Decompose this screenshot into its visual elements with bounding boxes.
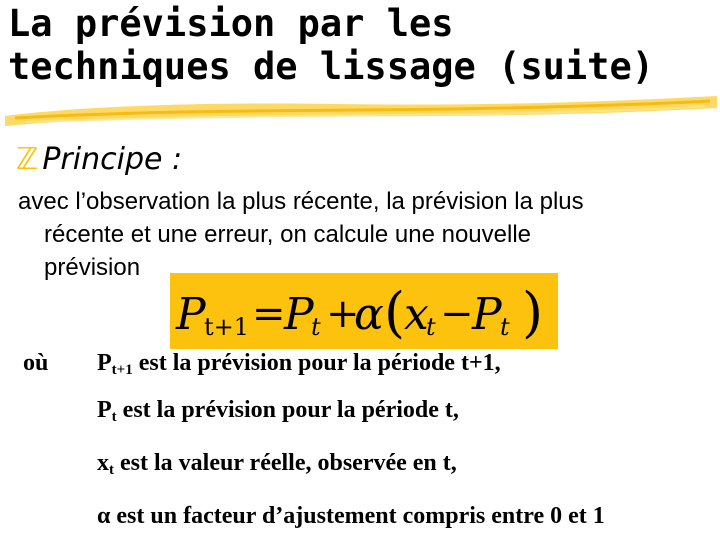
paragraph-line-3: prévision (44, 254, 141, 281)
definition-symbol: x (97, 450, 109, 476)
formula-x-subscript: t (426, 313, 436, 341)
definition-text: est la prévision pour la période t+1, (132, 350, 501, 376)
formula-term2-subscript: t (500, 313, 510, 341)
definition-row (97, 350, 501, 377)
where-label: où (23, 350, 49, 376)
definition-subscript: t (109, 462, 114, 478)
paragraph-line-1: avec l’observation la plus récente, la prévision la plus (18, 188, 584, 215)
definition-row (97, 450, 457, 477)
definition-symbol: P (97, 350, 112, 376)
slide-title-line-2: techniques de lissage (suite) (8, 45, 655, 88)
definition-row (97, 503, 605, 530)
formula-lhs-subscript: t+1 (204, 313, 250, 341)
definition-text: est la valeur réelle, observée en t, (114, 450, 457, 476)
definition-text: est la prévision pour la période t, (116, 397, 459, 423)
formula-term2-symbol: P (472, 289, 502, 340)
definition-row (97, 397, 459, 424)
definition-symbol: P (97, 397, 112, 423)
slide-title-line-1: La prévision par les (8, 2, 454, 45)
brush-underline (5, 92, 717, 132)
formula-alpha: α (354, 289, 384, 340)
principle-bullet (16, 140, 182, 180)
formula-minus: − (440, 291, 474, 337)
formula-term1-subscript: t (311, 313, 321, 341)
formula-svg (170, 273, 558, 349)
formula-lhs-symbol: P (176, 289, 206, 340)
paragraph-line-2: récente et une erreur, on calcule une nouvelle (44, 221, 531, 248)
formula-term1-symbol: P (284, 289, 314, 340)
formula-close-paren: ) (522, 281, 544, 344)
z-bullet-icon: ℤ (16, 142, 39, 177)
formula-open-paren: ( (384, 281, 406, 344)
principle-paragraph (18, 185, 708, 284)
principle-heading: Principe : (42, 142, 183, 177)
formula-plus: + (326, 291, 360, 337)
formula-equals: = (252, 291, 286, 337)
definition-text: est un facteur d’ajustement compris entre 0 et 1 (110, 503, 605, 529)
definition-subscript: t (111, 409, 117, 425)
slide-title (8, 2, 708, 88)
formula-x-symbol: x (404, 289, 429, 340)
definition-subscript: t+1 (111, 362, 133, 378)
definition-symbol: α (97, 503, 111, 529)
smoothing-formula (170, 273, 558, 349)
